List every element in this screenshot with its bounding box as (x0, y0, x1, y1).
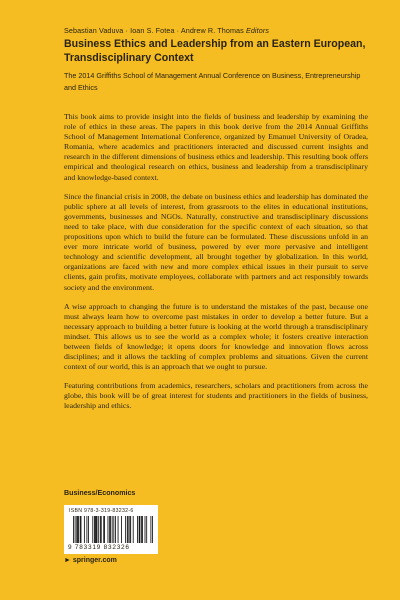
barcode-bar (97, 516, 98, 543)
barcode-bar (146, 516, 147, 543)
barcode-bar (127, 516, 128, 543)
barcode-bar (115, 516, 116, 543)
barcode-bar (96, 516, 97, 543)
barcode-bar (150, 516, 151, 543)
barcode-bar (104, 516, 105, 543)
barcode-icon (73, 516, 153, 543)
book-title: Business Ethics and Leadership from an Eastern European, Transdisciplinary Context (64, 38, 366, 64)
barcode-bar (133, 516, 134, 543)
barcode-bar (95, 516, 96, 543)
barcode-bar (110, 516, 111, 543)
barcode-bar (121, 516, 122, 543)
barcode-bar (118, 516, 119, 543)
barcode-bar (76, 516, 77, 543)
barcode-panel (64, 505, 158, 554)
barcode-bar (100, 516, 101, 543)
barcode-bar (108, 516, 109, 543)
barcode-bar (137, 516, 138, 543)
barcode-bar (80, 516, 81, 543)
editors-suffix: Editors (245, 26, 270, 35)
blurb-paragraph-1: This book aims to provide insight into the fields of business and leadership by examining the role of ethics in these areas. The papers in this book derive from the 2014 Annual Griffiths School of Management International Conference, organized by Emanuel University of Oradea, Romania, where academics and practitioners interacted and discussed current insights and research in the different dimensions of business ethics and leadership. This resulting book offers empirical and theological research on ethics, business and leadership from a transdisciplinary and knowledge-based context. (64, 112, 368, 182)
category-label: Business/Economics (64, 489, 136, 497)
barcode-bar (128, 516, 129, 543)
barcode-bar (142, 516, 143, 543)
arrow-icon: ► (64, 557, 71, 564)
barcode-bar (78, 516, 79, 543)
barcode-bar (129, 516, 130, 543)
barcode-bar (77, 516, 78, 543)
publisher-link[interactable] (64, 557, 117, 564)
editors-line (64, 26, 374, 35)
barcode-bar (113, 516, 114, 543)
blurb (64, 112, 368, 421)
barcode-bar (101, 516, 102, 543)
barcode-bar (130, 516, 131, 543)
barcode-bar (103, 516, 104, 543)
cover-header (64, 26, 374, 94)
barcode-bar (112, 516, 113, 543)
isbn-text: ISBN 978-3-319-83232-6 (69, 508, 134, 514)
barcode-bar (75, 516, 76, 543)
editors-names: Sebastian Vaduva · Ioan S. Fotea · Andrew R. Thomas (64, 26, 244, 35)
barcode-number: 9 783319 832326 (68, 544, 130, 551)
barcode-bar (140, 516, 141, 543)
barcode-bar (92, 516, 93, 543)
barcode-bar (94, 516, 95, 543)
barcode-bar (141, 516, 142, 543)
barcode-bar (88, 516, 89, 543)
barcode-bar (98, 516, 99, 543)
barcode-bar (145, 516, 146, 543)
blurb-paragraph-4: Featuring contributions from academics, researchers, scholars and practitioners from across the globe, this book will be of great interest for students and practitioners in the fields of business, leadership and ethics. (64, 381, 368, 411)
barcode-bar (109, 516, 110, 543)
barcode-bar (139, 516, 140, 543)
blurb-paragraph-2: Since the financial crisis in 2008, the debate on business ethics and leadership has dominated the public sphere at all levels of interest, from grassroots to the elites in educational institutions, governments, businesses and NGOs. Naturally, constructive and transdisciplinary discussions need to take place, with due consideration for the specific context of each situation, so that propositions upon which to build the future can be formulated. These discussions unfold in an ever more intricate world of business, powered by ever more pervasive and intelligent technology and scientific development, all brought together by globalization. In this world, organizations are faced with new and more complex ethical issues in their pursuit to serve clients, gain profits, motivate employees, collaborate with partners and act responsibly towards society and the environment. (64, 191, 368, 292)
barcode-bar (84, 516, 85, 543)
barcode-bar (73, 516, 74, 543)
book-subtitle: The 2014 Griffiths School of Management Annual Conference on Business, Entrepreneurship and Ethics (64, 71, 361, 92)
barcode-bar (125, 516, 126, 543)
publisher-url: springer.com (72, 557, 117, 564)
barcode-bar (152, 516, 153, 543)
blurb-paragraph-3: A wise approach to changing the future is to understand the mistakes of the past, because one must always learn how to overcome past mistakes in order to develop a better future. But a necessary approach to building a better future is looking at the world through a transdisciplinary mindset. This allows us to see the world as a complex whole; it fosters creative interaction between fields of knowledge; it opens doors for knowledge and innovation flows across disciplines; and it allows the tackling of complex problems and situations. Given the current context of our world, this is an approach that we ought to pursue. (64, 301, 368, 372)
barcode-bar (81, 516, 82, 543)
barcode-bar (86, 516, 87, 543)
